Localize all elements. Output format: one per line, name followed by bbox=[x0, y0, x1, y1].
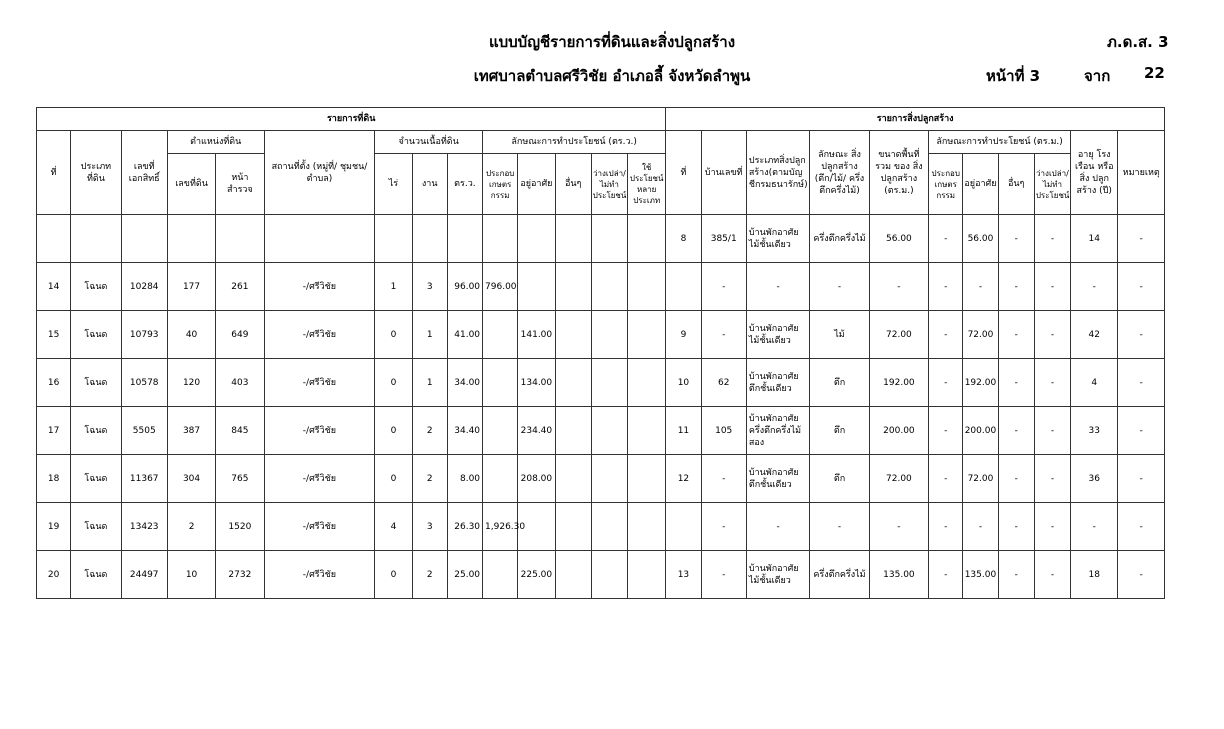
cell-b-remark: - bbox=[1118, 359, 1165, 407]
cell-mixed bbox=[628, 311, 666, 359]
cell-agri bbox=[483, 551, 518, 599]
cell-b-agri: - bbox=[929, 503, 963, 551]
cell-no bbox=[37, 215, 71, 263]
cell-b-res: - bbox=[963, 503, 998, 551]
cell-no: 14 bbox=[37, 263, 71, 311]
cell-b-remark: - bbox=[1118, 215, 1165, 263]
cell-b-age: - bbox=[1071, 263, 1118, 311]
cell-vacant bbox=[591, 407, 627, 455]
col-area: จำนวนเนื้อที่ดิน bbox=[375, 131, 483, 154]
cell-other bbox=[555, 311, 591, 359]
cell-residential: 234.40 bbox=[518, 407, 555, 455]
col-land-type: ประเภท ที่ดิน bbox=[71, 131, 121, 215]
col-building-vacant: ว่างเปล่า/ ไม่ทำ ประโยชน์ bbox=[1034, 154, 1070, 215]
cell-type bbox=[71, 215, 121, 263]
cell-b-other: - bbox=[998, 503, 1034, 551]
cell-doc-no: 13423 bbox=[121, 503, 167, 551]
cell-b-char: ครึ่งตึกครึ่งไม้ bbox=[810, 215, 869, 263]
col-survey-page: หน้า สำรวจ bbox=[216, 154, 264, 215]
cell-doc-no: 5505 bbox=[121, 407, 167, 455]
cell-b-no: 8 bbox=[666, 215, 701, 263]
cell-b-type: บ้านพักอาศัยไม้ชั้นเดียว bbox=[746, 551, 809, 599]
column-header-row-2 bbox=[37, 154, 1165, 215]
cell-b-char: ตึก bbox=[810, 455, 869, 503]
cell-vacant bbox=[591, 311, 627, 359]
cell-b-area: 72.00 bbox=[869, 311, 928, 359]
cell-mixed bbox=[628, 359, 666, 407]
cell-b-type: - bbox=[746, 503, 809, 551]
col-ngan: งาน bbox=[412, 154, 447, 215]
cell-location: -/ศรีวิชัย bbox=[264, 455, 375, 503]
col-building-type: ประเภทสิ่งปลูก สร้าง(ตามบัญ ชีกรมธนารักษ์) bbox=[746, 131, 809, 215]
cell-vacant bbox=[591, 263, 627, 311]
col-doc-no: เลขที่ เอกสิทธิ์ bbox=[121, 131, 167, 215]
cell-doc-no: 10284 bbox=[121, 263, 167, 311]
cell-no: 19 bbox=[37, 503, 71, 551]
cell-b-no: 12 bbox=[666, 455, 701, 503]
municipality-title: เทศบาลตำบลศรีวิชัย อำเภอลี้ จังหวัดลำพูน bbox=[473, 67, 751, 85]
cell-b-area: 200.00 bbox=[869, 407, 928, 455]
cell-survey-page: 845 bbox=[216, 407, 264, 455]
cell-mixed bbox=[628, 407, 666, 455]
cell-b-vacant: - bbox=[1034, 551, 1070, 599]
column-header-row-1 bbox=[37, 131, 1165, 154]
document-title: แบบบัญชีรายการที่ดินและสิ่งปลูกสร้าง bbox=[488, 33, 736, 51]
cell-doc-no: 24497 bbox=[121, 551, 167, 599]
cell-land-no: 120 bbox=[167, 359, 215, 407]
cell-b-char: ตึก bbox=[810, 359, 869, 407]
cell-b-char: - bbox=[810, 503, 869, 551]
col-land-other: อื่นๆ bbox=[555, 154, 591, 215]
cell-b-type: บ้านพักอาศัยตึกชั้นเดียว bbox=[746, 359, 809, 407]
cell-b-remark: - bbox=[1118, 551, 1165, 599]
cell-other bbox=[555, 263, 591, 311]
cell-no: 16 bbox=[37, 359, 71, 407]
cell-b-char: ครึ่งตึกครึ่งไม้ bbox=[810, 551, 869, 599]
cell-b-area: - bbox=[869, 503, 928, 551]
cell-b-area: - bbox=[869, 263, 928, 311]
cell-b-vacant: - bbox=[1034, 455, 1070, 503]
cell-b-house: 62 bbox=[701, 359, 746, 407]
col-rai: ไร่ bbox=[375, 154, 412, 215]
cell-rai bbox=[375, 215, 412, 263]
cell-b-res: 200.00 bbox=[963, 407, 998, 455]
cell-agri: 1,926.30 bbox=[483, 503, 518, 551]
cell-ngan: 2 bbox=[412, 551, 447, 599]
col-land-mixed: ใช้ประโยชน์ หลาย ประเภท bbox=[628, 154, 666, 215]
cell-b-area: 192.00 bbox=[869, 359, 928, 407]
cell-b-type: บ้านพักอาศัยไม้ชั้นเดียว bbox=[746, 311, 809, 359]
cell-land-no: 304 bbox=[167, 455, 215, 503]
col-position: ตำแหน่งที่ดิน bbox=[167, 131, 264, 154]
col-land-usage: ลักษณะการทำประโยชน์ (ตร.ว.) bbox=[483, 131, 666, 154]
cell-b-other: - bbox=[998, 311, 1034, 359]
cell-b-agri: - bbox=[929, 455, 963, 503]
cell-b-vacant: - bbox=[1034, 215, 1070, 263]
cell-mixed bbox=[628, 263, 666, 311]
col-building-no: ที่ bbox=[666, 131, 701, 215]
cell-b-other: - bbox=[998, 263, 1034, 311]
cell-other bbox=[555, 359, 591, 407]
col-land-number: เลขที่ดิน bbox=[167, 154, 215, 215]
table-row bbox=[37, 215, 1165, 263]
cell-survey-page: 2732 bbox=[216, 551, 264, 599]
land-building-register-table bbox=[36, 107, 1165, 599]
cell-b-no: 9 bbox=[666, 311, 701, 359]
cell-sqwa: 26.30 bbox=[447, 503, 482, 551]
cell-vacant bbox=[591, 215, 627, 263]
cell-b-area: 135.00 bbox=[869, 551, 928, 599]
col-remark: หมายเหตุ bbox=[1118, 131, 1165, 215]
cell-residential bbox=[518, 263, 555, 311]
cell-rai: 1 bbox=[375, 263, 412, 311]
cell-no: 18 bbox=[37, 455, 71, 503]
table-row bbox=[37, 503, 1165, 551]
cell-b-house: 385/1 bbox=[701, 215, 746, 263]
col-building-area: ขนาดพื้นที่รวม ของ สิ่งปลูกสร้าง (ตร.ม.) bbox=[869, 131, 928, 215]
cell-sqwa: 34.40 bbox=[447, 407, 482, 455]
cell-survey-page: 261 bbox=[216, 263, 264, 311]
cell-b-house: 105 bbox=[701, 407, 746, 455]
cell-b-other: - bbox=[998, 359, 1034, 407]
cell-rai: 0 bbox=[375, 407, 412, 455]
cell-b-other: - bbox=[998, 551, 1034, 599]
building-section-header: รายการสิ่งปลูกสร้าง bbox=[666, 108, 1165, 131]
col-building-character: ลักษณะ สิ่งปลูกสร้าง (ตึก/ไม้/ ครึ่งตึกครึ่งไม้) bbox=[810, 131, 869, 215]
cell-no: 20 bbox=[37, 551, 71, 599]
cell-rai: 0 bbox=[375, 359, 412, 407]
cell-survey-page: 765 bbox=[216, 455, 264, 503]
cell-b-type: บ้านพักอาศัยครึ่งตึกครึ่งไม้สอง bbox=[746, 407, 809, 455]
cell-b-res: 135.00 bbox=[963, 551, 998, 599]
cell-residential: 208.00 bbox=[518, 455, 555, 503]
cell-b-other: - bbox=[998, 215, 1034, 263]
cell-vacant bbox=[591, 359, 627, 407]
cell-b-type: - bbox=[746, 263, 809, 311]
cell-other bbox=[555, 407, 591, 455]
col-building-age: อายุ โรงเรือน หรือสิ่ง ปลูกสร้าง (ปี) bbox=[1071, 131, 1118, 215]
cell-sqwa: 25.00 bbox=[447, 551, 482, 599]
cell-b-area: 56.00 bbox=[869, 215, 928, 263]
cell-b-char: ตึก bbox=[810, 407, 869, 455]
col-sqwa: ตร.ว. bbox=[447, 154, 482, 215]
cell-no: 17 bbox=[37, 407, 71, 455]
cell-residential: 134.00 bbox=[518, 359, 555, 407]
cell-ngan: 2 bbox=[412, 407, 447, 455]
page-of-label: จาก bbox=[1084, 67, 1111, 85]
cell-agri bbox=[483, 407, 518, 455]
cell-ngan: 3 bbox=[412, 263, 447, 311]
cell-sqwa: 96.00 bbox=[447, 263, 482, 311]
form-code: ภ.ด.ส. 3 bbox=[1107, 33, 1169, 51]
cell-doc-no: 11367 bbox=[121, 455, 167, 503]
cell-b-remark: - bbox=[1118, 407, 1165, 455]
cell-land-no: 2 bbox=[167, 503, 215, 551]
col-land-vacant: ว่างเปล่า/ ไม่ทำ ประโยชน์ bbox=[591, 154, 627, 215]
cell-agri bbox=[483, 455, 518, 503]
cell-b-agri: - bbox=[929, 551, 963, 599]
table-row bbox=[37, 263, 1165, 311]
cell-b-age: 36 bbox=[1071, 455, 1118, 503]
cell-ngan: 2 bbox=[412, 455, 447, 503]
cell-doc-no: 10793 bbox=[121, 311, 167, 359]
cell-sqwa: 41.00 bbox=[447, 311, 482, 359]
cell-b-house: - bbox=[701, 455, 746, 503]
cell-b-agri: - bbox=[929, 359, 963, 407]
cell-b-agri: - bbox=[929, 263, 963, 311]
cell-b-house: - bbox=[701, 263, 746, 311]
cell-b-char: - bbox=[810, 263, 869, 311]
cell-agri bbox=[483, 311, 518, 359]
cell-type: โฉนด bbox=[71, 503, 121, 551]
col-building-residential: อยู่อาศัย bbox=[963, 154, 998, 215]
cell-ngan: 1 bbox=[412, 359, 447, 407]
table-row bbox=[37, 359, 1165, 407]
col-land-agri: ประกอบ เกษตร กรรม bbox=[483, 154, 518, 215]
col-location: สถานที่ตั้ง (หมู่ที่/ ชุมชน/ ตำบล) bbox=[264, 131, 375, 215]
cell-b-vacant: - bbox=[1034, 407, 1070, 455]
cell-mixed bbox=[628, 503, 666, 551]
cell-survey-page: 649 bbox=[216, 311, 264, 359]
cell-b-no: 13 bbox=[666, 551, 701, 599]
cell-b-agri: - bbox=[929, 215, 963, 263]
cell-b-res: 192.00 bbox=[963, 359, 998, 407]
page-number: หน้าที่ 3 bbox=[986, 67, 1041, 85]
cell-b-char: ไม้ bbox=[810, 311, 869, 359]
land-section-header: รายการที่ดิน bbox=[37, 108, 666, 131]
cell-mixed bbox=[628, 215, 666, 263]
cell-residential bbox=[518, 215, 555, 263]
col-building-usage: ลักษณะการทำประโยชน์ (ตร.ม.) bbox=[929, 131, 1071, 154]
cell-b-res: 72.00 bbox=[963, 311, 998, 359]
cell-type: โฉนด bbox=[71, 311, 121, 359]
cell-b-vacant: - bbox=[1034, 263, 1070, 311]
cell-location: -/ศรีวิชัย bbox=[264, 263, 375, 311]
cell-type: โฉนด bbox=[71, 407, 121, 455]
cell-doc-no: 10578 bbox=[121, 359, 167, 407]
cell-mixed bbox=[628, 551, 666, 599]
col-building-agri: ประกอบ เกษตร กรรม bbox=[929, 154, 963, 215]
cell-location: -/ศรีวิชัย bbox=[264, 503, 375, 551]
table-row bbox=[37, 407, 1165, 455]
cell-rai: 0 bbox=[375, 311, 412, 359]
section-header-row bbox=[37, 108, 1165, 131]
cell-other bbox=[555, 215, 591, 263]
cell-location: -/ศรีวิชัย bbox=[264, 359, 375, 407]
cell-agri bbox=[483, 359, 518, 407]
cell-b-age: 4 bbox=[1071, 359, 1118, 407]
cell-location: -/ศรีวิชัย bbox=[264, 311, 375, 359]
cell-ngan: 3 bbox=[412, 503, 447, 551]
cell-b-age: 18 bbox=[1071, 551, 1118, 599]
cell-b-vacant: - bbox=[1034, 311, 1070, 359]
cell-land-no bbox=[167, 215, 215, 263]
cell-land-no: 10 bbox=[167, 551, 215, 599]
cell-rai: 0 bbox=[375, 551, 412, 599]
cell-b-res: - bbox=[963, 263, 998, 311]
cell-agri: 796.00 bbox=[483, 263, 518, 311]
cell-rai: 4 bbox=[375, 503, 412, 551]
cell-type: โฉนด bbox=[71, 551, 121, 599]
cell-residential: 225.00 bbox=[518, 551, 555, 599]
cell-b-agri: - bbox=[929, 311, 963, 359]
cell-b-area: 72.00 bbox=[869, 455, 928, 503]
cell-b-remark: - bbox=[1118, 311, 1165, 359]
cell-ngan bbox=[412, 215, 447, 263]
cell-land-no: 177 bbox=[167, 263, 215, 311]
cell-doc-no bbox=[121, 215, 167, 263]
cell-b-remark: - bbox=[1118, 263, 1165, 311]
cell-b-age: 42 bbox=[1071, 311, 1118, 359]
cell-other bbox=[555, 455, 591, 503]
cell-sqwa: 8.00 bbox=[447, 455, 482, 503]
cell-b-no bbox=[666, 263, 701, 311]
table-row bbox=[37, 551, 1165, 599]
cell-b-age: 33 bbox=[1071, 407, 1118, 455]
total-pages: 22 bbox=[1144, 64, 1165, 82]
cell-agri bbox=[483, 215, 518, 263]
cell-ngan: 1 bbox=[412, 311, 447, 359]
cell-vacant bbox=[591, 503, 627, 551]
cell-b-remark: - bbox=[1118, 455, 1165, 503]
cell-location: -/ศรีวิชัย bbox=[264, 551, 375, 599]
table-row bbox=[37, 311, 1165, 359]
cell-type: โฉนด bbox=[71, 359, 121, 407]
cell-sqwa bbox=[447, 215, 482, 263]
cell-land-no: 40 bbox=[167, 311, 215, 359]
cell-no: 15 bbox=[37, 311, 71, 359]
cell-type: โฉนด bbox=[71, 263, 121, 311]
cell-survey-page bbox=[216, 215, 264, 263]
col-house-no: บ้านเลขที่ bbox=[701, 131, 746, 215]
cell-land-no: 387 bbox=[167, 407, 215, 455]
cell-b-house: - bbox=[701, 503, 746, 551]
cell-type: โฉนด bbox=[71, 455, 121, 503]
cell-b-no bbox=[666, 503, 701, 551]
cell-b-age: - bbox=[1071, 503, 1118, 551]
cell-location: -/ศรีวิชัย bbox=[264, 407, 375, 455]
cell-b-remark: - bbox=[1118, 503, 1165, 551]
cell-mixed bbox=[628, 455, 666, 503]
cell-other bbox=[555, 551, 591, 599]
cell-b-no: 11 bbox=[666, 407, 701, 455]
cell-b-res: 56.00 bbox=[963, 215, 998, 263]
cell-b-res: 72.00 bbox=[963, 455, 998, 503]
cell-b-type: บ้านพักอาศัยไม้ชั้นเดียว bbox=[746, 215, 809, 263]
cell-b-type: บ้านพักอาศัยตึกชั้นเดียว bbox=[746, 455, 809, 503]
cell-location bbox=[264, 215, 375, 263]
table-row bbox=[37, 455, 1165, 503]
cell-rai: 0 bbox=[375, 455, 412, 503]
cell-b-no: 10 bbox=[666, 359, 701, 407]
col-land-no: ที่ bbox=[37, 131, 71, 215]
col-building-other: อื่นๆ bbox=[998, 154, 1034, 215]
cell-b-vacant: - bbox=[1034, 503, 1070, 551]
cell-survey-page: 403 bbox=[216, 359, 264, 407]
cell-survey-page: 1520 bbox=[216, 503, 264, 551]
cell-other bbox=[555, 503, 591, 551]
cell-b-age: 14 bbox=[1071, 215, 1118, 263]
cell-b-vacant: - bbox=[1034, 359, 1070, 407]
cell-vacant bbox=[591, 455, 627, 503]
cell-b-agri: - bbox=[929, 407, 963, 455]
cell-b-other: - bbox=[998, 455, 1034, 503]
cell-residential: 141.00 bbox=[518, 311, 555, 359]
cell-vacant bbox=[591, 551, 627, 599]
cell-b-house: - bbox=[701, 311, 746, 359]
col-land-residential: อยู่อาศัย bbox=[518, 154, 555, 215]
cell-b-other: - bbox=[998, 407, 1034, 455]
cell-b-house: - bbox=[701, 551, 746, 599]
cell-sqwa: 34.00 bbox=[447, 359, 482, 407]
